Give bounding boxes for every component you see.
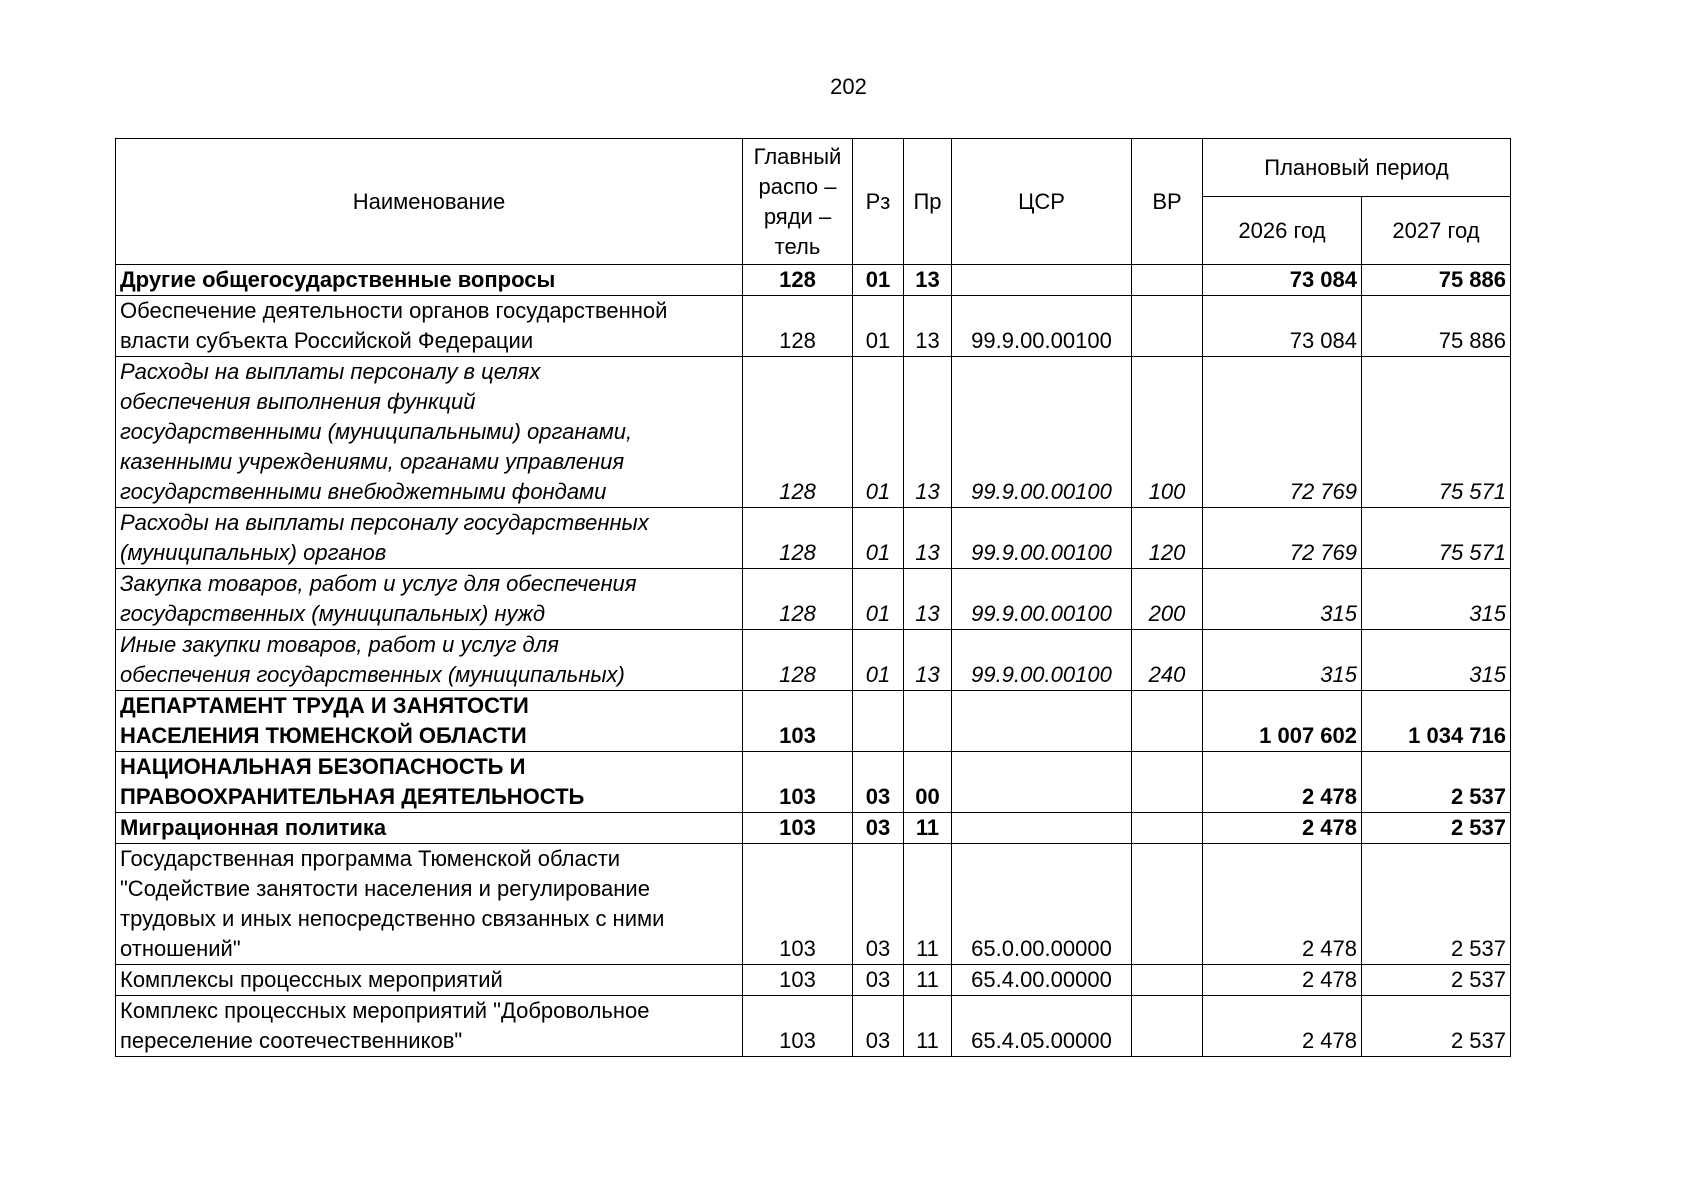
cell-main-manager: 128 [743, 296, 853, 357]
table-row [116, 965, 1511, 996]
cell-pr: 13 [904, 357, 952, 508]
table-row [116, 265, 1511, 296]
cell-vr [1132, 265, 1203, 296]
table-row [116, 844, 1511, 965]
table-row [116, 691, 1511, 752]
cell-vr [1132, 996, 1203, 1057]
cell-amount-2026: 315 [1203, 630, 1362, 691]
cell-csr: 99.9.00.00100 [952, 569, 1132, 630]
cell-vr: 200 [1132, 569, 1203, 630]
cell-csr: 99.9.00.00100 [952, 296, 1132, 357]
cell-main-manager: 103 [743, 844, 853, 965]
cell-pr: 13 [904, 265, 952, 296]
cell-rz: 01 [853, 569, 904, 630]
cell-pr: 13 [904, 508, 952, 569]
cell-csr: 99.9.00.00100 [952, 630, 1132, 691]
cell-amount-2027: 75 886 [1362, 296, 1511, 357]
cell-csr: 65.4.05.00000 [952, 996, 1132, 1057]
cell-rz: 03 [853, 844, 904, 965]
cell-amount-2027: 315 [1362, 569, 1511, 630]
cell-vr [1132, 296, 1203, 357]
table-row [116, 296, 1511, 357]
cell-rz: 03 [853, 752, 904, 813]
table-row [116, 569, 1511, 630]
cell-rz [853, 691, 904, 752]
table-row [116, 357, 1511, 508]
cell-main-manager: 103 [743, 752, 853, 813]
cell-rz: 01 [853, 630, 904, 691]
cell-amount-2026: 2 478 [1203, 752, 1362, 813]
cell-amount-2026: 2 478 [1203, 996, 1362, 1057]
table-row [116, 752, 1511, 813]
cell-csr: 65.0.00.00000 [952, 844, 1132, 965]
cell-csr [952, 265, 1132, 296]
cell-name: Расходы на выплаты персоналу государственных (муниципальных) органов [116, 508, 743, 569]
cell-rz: 03 [853, 965, 904, 996]
cell-main-manager: 103 [743, 813, 853, 844]
cell-amount-2026: 73 084 [1203, 265, 1362, 296]
header-year-2027: 2027 год [1362, 197, 1511, 265]
cell-amount-2026: 2 478 [1203, 965, 1362, 996]
header-rz: Рз [853, 139, 904, 265]
header-vr: ВР [1132, 139, 1203, 265]
cell-amount-2027: 75 571 [1362, 357, 1511, 508]
header-planned-period: Плановый период [1203, 139, 1511, 197]
cell-name: Другие общегосударственные вопросы [116, 265, 743, 296]
cell-vr [1132, 752, 1203, 813]
cell-main-manager: 128 [743, 630, 853, 691]
cell-amount-2027: 1 034 716 [1362, 691, 1511, 752]
cell-amount-2027: 2 537 [1362, 813, 1511, 844]
cell-name: Расходы на выплаты персоналу в целях обеспечения выполнения функций государственными (муниципальными) органами, казенными учреждениями, органами управления государственными внебюджетными фондами [116, 357, 743, 508]
cell-name: Комплекс процессных мероприятий "Добровольное переселение соотечественников" [116, 996, 743, 1057]
cell-pr: 13 [904, 630, 952, 691]
budget-table [115, 138, 1511, 1057]
table-row [116, 813, 1511, 844]
cell-csr: 99.9.00.00100 [952, 357, 1132, 508]
cell-vr [1132, 844, 1203, 965]
cell-main-manager: 103 [743, 965, 853, 996]
cell-rz: 03 [853, 996, 904, 1057]
cell-rz: 01 [853, 508, 904, 569]
cell-pr: 11 [904, 844, 952, 965]
cell-csr [952, 691, 1132, 752]
header-main-manager: Главный распо – ряди – тель [743, 139, 853, 265]
cell-amount-2027: 315 [1362, 630, 1511, 691]
cell-amount-2027: 2 537 [1362, 965, 1511, 996]
cell-csr: 99.9.00.00100 [952, 508, 1132, 569]
cell-pr: 00 [904, 752, 952, 813]
cell-csr: 65.4.00.00000 [952, 965, 1132, 996]
cell-pr [904, 691, 952, 752]
cell-amount-2026: 73 084 [1203, 296, 1362, 357]
cell-vr: 240 [1132, 630, 1203, 691]
cell-amount-2026: 2 478 [1203, 813, 1362, 844]
cell-amount-2027: 2 537 [1362, 844, 1511, 965]
cell-amount-2026: 72 769 [1203, 357, 1362, 508]
cell-vr [1132, 813, 1203, 844]
table-row [116, 996, 1511, 1057]
cell-rz: 01 [853, 265, 904, 296]
cell-main-manager: 128 [743, 508, 853, 569]
cell-name: ДЕПАРТАМЕНТ ТРУДА И ЗАНЯТОСТИ НАСЕЛЕНИЯ ТЮМЕНСКОЙ ОБЛАСТИ [116, 691, 743, 752]
table-row [116, 630, 1511, 691]
cell-name: НАЦИОНАЛЬНАЯ БЕЗОПАСНОСТЬ И ПРАВООХРАНИТЕЛЬНАЯ ДЕЯТЕЛЬНОСТЬ [116, 752, 743, 813]
cell-pr: 13 [904, 296, 952, 357]
cell-vr [1132, 691, 1203, 752]
cell-rz: 03 [853, 813, 904, 844]
cell-amount-2026: 72 769 [1203, 508, 1362, 569]
header-year-2026: 2026 год [1203, 197, 1362, 265]
cell-pr: 13 [904, 569, 952, 630]
cell-main-manager: 128 [743, 357, 853, 508]
cell-name: Закупка товаров, работ и услуг для обеспечения государственных (муниципальных) нужд [116, 569, 743, 630]
table-body [116, 265, 1511, 1057]
header-name: Наименование [116, 139, 743, 265]
cell-csr [952, 752, 1132, 813]
cell-amount-2027: 2 537 [1362, 752, 1511, 813]
cell-amount-2026: 315 [1203, 569, 1362, 630]
cell-amount-2026: 1 007 602 [1203, 691, 1362, 752]
cell-rz: 01 [853, 296, 904, 357]
cell-main-manager: 103 [743, 691, 853, 752]
cell-amount-2027: 75 886 [1362, 265, 1511, 296]
table-row [116, 508, 1511, 569]
cell-main-manager: 128 [743, 265, 853, 296]
table-header [116, 139, 1511, 265]
cell-amount-2027: 2 537 [1362, 996, 1511, 1057]
cell-main-manager: 128 [743, 569, 853, 630]
page-number: 202 [830, 74, 867, 99]
cell-pr: 11 [904, 813, 952, 844]
cell-vr: 120 [1132, 508, 1203, 569]
cell-vr [1132, 965, 1203, 996]
cell-vr: 100 [1132, 357, 1203, 508]
cell-main-manager: 103 [743, 996, 853, 1057]
cell-name: Иные закупки товаров, работ и услуг для обеспечения государственных (муниципальных) [116, 630, 743, 691]
cell-name: Государственная программа Тюменской области "Содействие занятости населения и регулирование трудовых и иных непосредственно связанных с ними отношений" [116, 844, 743, 965]
cell-pr: 11 [904, 996, 952, 1057]
cell-csr [952, 813, 1132, 844]
cell-amount-2026: 2 478 [1203, 844, 1362, 965]
header-csr: ЦСР [952, 139, 1132, 265]
cell-rz: 01 [853, 357, 904, 508]
cell-name: Обеспечение деятельности органов государственной власти субъекта Российской Федерации [116, 296, 743, 357]
cell-amount-2027: 75 571 [1362, 508, 1511, 569]
cell-name: Миграционная политика [116, 813, 743, 844]
header-pr: Пр [904, 139, 952, 265]
cell-name: Комплексы процессных мероприятий [116, 965, 743, 996]
cell-pr: 11 [904, 965, 952, 996]
